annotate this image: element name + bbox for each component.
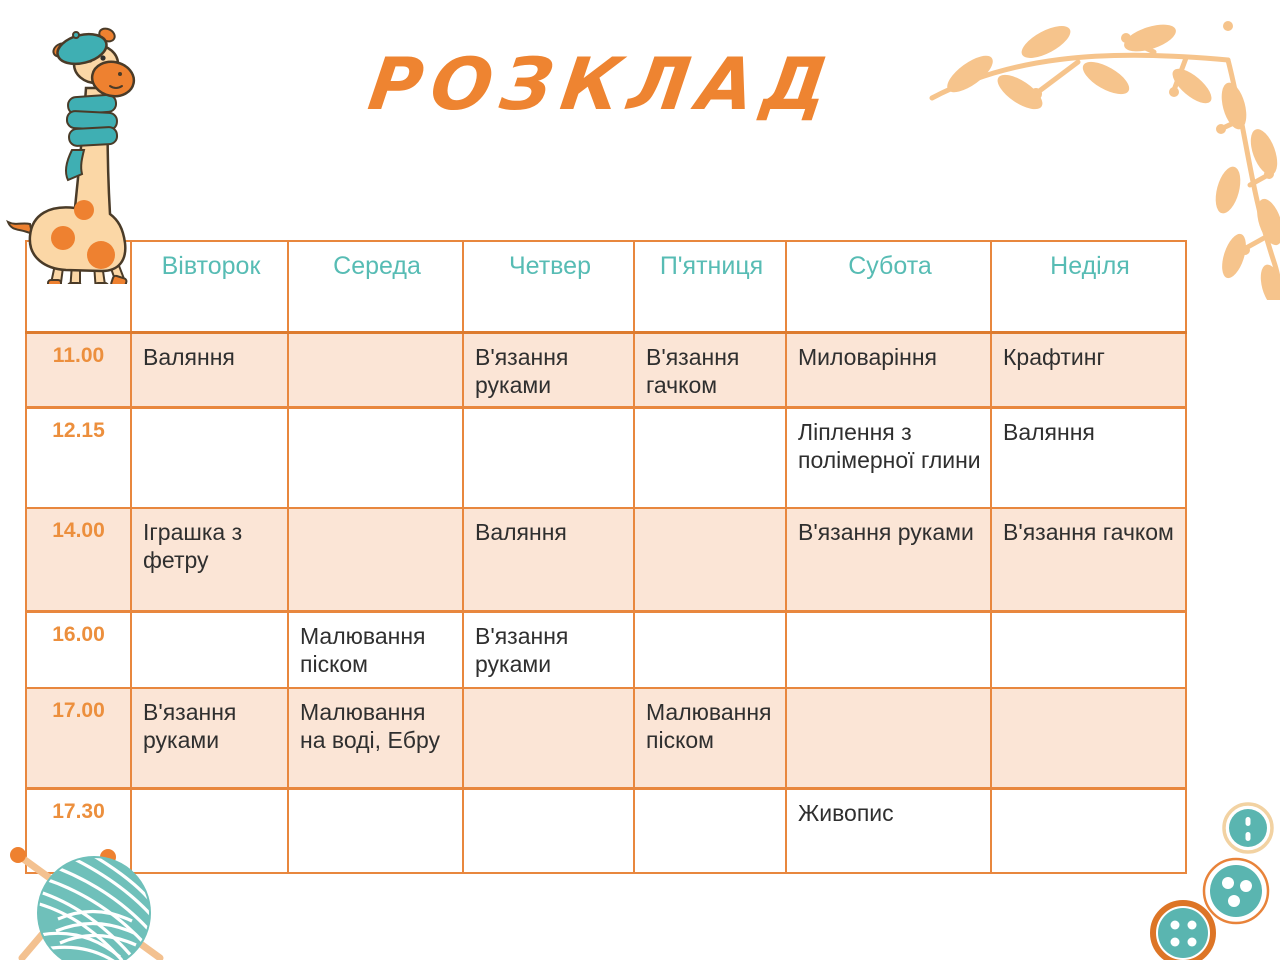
time-label: 17.00 [26, 688, 131, 789]
schedule-cell [634, 612, 786, 688]
table-row [26, 612, 1186, 688]
schedule-cell [463, 789, 634, 873]
day-header: Субота [786, 241, 991, 333]
schedule-cell [463, 688, 634, 789]
table-row [26, 408, 1186, 508]
schedule-cell [991, 789, 1186, 873]
schedule-table [25, 240, 1187, 874]
yarn-ball-knitting-needles-icon [0, 845, 185, 960]
table-row [26, 333, 1186, 408]
schedule-cell: В'язання руками [463, 612, 634, 688]
schedule-cell [131, 408, 288, 508]
schedule-cell [288, 508, 463, 612]
schedule-cell [288, 789, 463, 873]
table-row [26, 508, 1186, 612]
day-header: Четвер [463, 241, 634, 333]
schedule-cell [463, 408, 634, 508]
schedule-cell: Миловаріння [786, 333, 991, 408]
time-label: 17.30 [26, 789, 131, 873]
schedule-cell: Ліплення з полімерної глини [786, 408, 991, 508]
schedule-cell [634, 508, 786, 612]
table-row [26, 789, 1186, 873]
schedule-cell: Живопис [786, 789, 991, 873]
schedule-cell: Валяння [991, 408, 1186, 508]
time-label: 11.00 [26, 333, 131, 408]
schedule-cell: В'язання гачком [634, 333, 786, 408]
schedule-cell: Валяння [131, 333, 288, 408]
time-label: 12.15 [26, 408, 131, 508]
day-header: Середа [288, 241, 463, 333]
schedule-body [26, 333, 1186, 873]
schedule-cell [786, 612, 991, 688]
schedule-cell: Валяння [463, 508, 634, 612]
page-title: РОЗКЛАД [363, 42, 843, 126]
schedule-cell: В'язання гачком [991, 508, 1186, 612]
schedule-cell: В'язання руками [463, 333, 634, 408]
schedule-cell: Крафтинг [991, 333, 1186, 408]
giraffe-mascot-icon [6, 22, 156, 284]
schedule-cell: В'язання руками [786, 508, 991, 612]
schedule-cell [991, 688, 1186, 789]
time-label: 16.00 [26, 612, 131, 688]
table-row [26, 688, 1186, 789]
schedule-header-row [26, 241, 1186, 333]
schedule-cell: Малювання піском [288, 612, 463, 688]
time-label: 14.00 [26, 508, 131, 612]
day-header: Неділя [991, 241, 1186, 333]
schedule-cell: Малювання піском [634, 688, 786, 789]
schedule-cell [634, 789, 786, 873]
schedule-cell: В'язання руками [131, 688, 288, 789]
schedule-cell [288, 408, 463, 508]
day-header: Вівторок [131, 241, 288, 333]
schedule-cell [634, 408, 786, 508]
schedule-cell [786, 688, 991, 789]
schedule-cell [288, 333, 463, 408]
day-header: П'ятниця [634, 241, 786, 333]
schedule-cell: Іграшка з фетру [131, 508, 288, 612]
schedule-cell [131, 612, 288, 688]
schedule-cell [991, 612, 1186, 688]
schedule-cell: Малювання на воді, Ебру [288, 688, 463, 789]
